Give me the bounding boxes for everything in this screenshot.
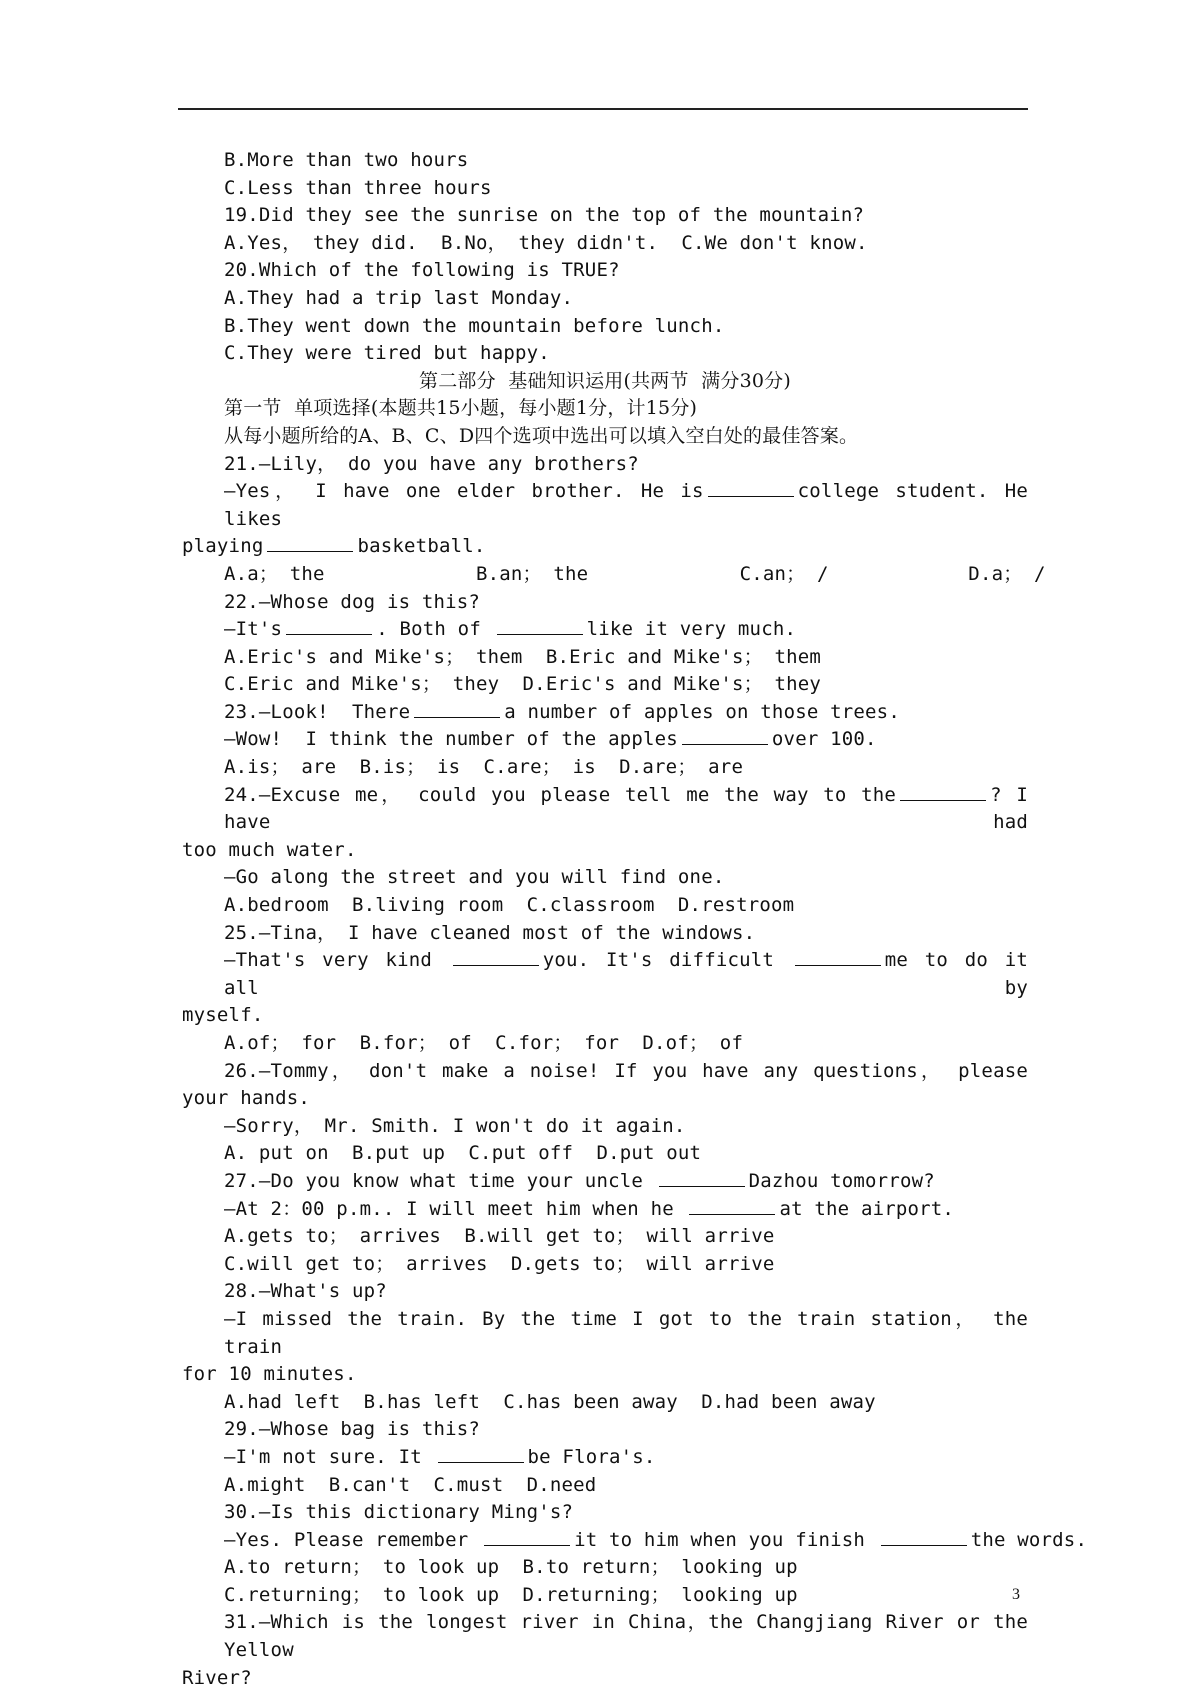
question-line: —Sorry， Mr. Smith. I won't do it again.: [224, 1114, 686, 1137]
options-22: C.Eric and Mike's； they D.Eric's and Mike's； they: [224, 673, 822, 696]
question-line: too much water.: [182, 838, 357, 861]
option-line: C.They were tired but happy.: [224, 342, 550, 365]
answer-blank: [900, 799, 986, 801]
question-22: 22.—Whose dog is this?: [224, 590, 481, 613]
question-23: 23.—Look! There a number of apples on those trees.: [224, 700, 900, 723]
question-30: 30.—Is this dictionary Ming's?: [224, 1501, 574, 1524]
question-line: playing basketball.: [182, 535, 486, 558]
question-24: 24.—Excuse me， could you please tell me the way to the ? I have had: [224, 783, 1028, 834]
document-body: [182, 147, 1088, 1692]
question-line: —I missed the train. By the time I got to the train station， the train: [224, 1307, 1028, 1358]
answer-blank: [881, 1544, 967, 1546]
question-line: —At 2：00 p.m.. I will meet him when he at the airport.: [224, 1197, 955, 1220]
question-line: —I'm not sure. It be Flora's.: [224, 1445, 656, 1468]
question-20: 20.Which of the following is TRUE?: [224, 259, 620, 282]
options-25: A.of； for B.for； of C.for； for D.of； of: [224, 1032, 744, 1054]
options-23: A.is； are B.is； is C.are； is D.are； are: [224, 756, 744, 779]
options-21: A.a； the B.an； the C.an； / D.a； /: [224, 562, 1046, 585]
answer-blank: [453, 964, 539, 966]
subsection-heading: 第一节 单项选择(本题共15小题，每小题1分，计15分): [224, 397, 698, 420]
answer-blank: [286, 633, 372, 635]
question-line: myself.: [182, 1004, 264, 1027]
options-27: C.will get to； arrives D.gets to； will arrive: [224, 1252, 775, 1275]
question-31: 31.—Which is the longest river in China，the Changjiang River or the Yellow: [224, 1611, 1028, 1662]
question-line: your hands.: [182, 1087, 311, 1110]
options-28: A.had left B.has left C.has been away D.had been away: [224, 1390, 876, 1413]
options-30: C.returning； to look up D.returning； looking up: [224, 1583, 798, 1606]
options-27: A.gets to； arrives B.will get to； will arrive: [224, 1225, 775, 1248]
option-line: A.They had a trip last Monday.: [224, 286, 574, 309]
question-line: —Yes. Please remember it to him when you finish the words.: [224, 1528, 1088, 1551]
answer-blank: [438, 1461, 524, 1463]
question-21: 21.—Lily， do you have any brothers?: [224, 452, 639, 475]
option-line: B.They went down the mountain before lunch.: [224, 314, 725, 337]
answer-blank: [497, 633, 583, 635]
options-22: A.Eric's and Mike's； them B.Eric and Mike's； them: [224, 645, 822, 668]
options-26: A. put on B.put up C.put off D.put out: [224, 1142, 702, 1165]
options-24: A.bedroom B.living room C.classroom D.restroom: [224, 894, 795, 917]
question-line: River?: [182, 1666, 252, 1689]
question-line: —That's very kind you. It's difficult me to do it all by: [224, 949, 1029, 999]
question-27: 27.—Do you know what time your uncle Dazhou tomorrow?: [224, 1169, 935, 1192]
question-29: 29.—Whose bag is this?: [224, 1418, 481, 1441]
question-28: 28.—What's up?: [224, 1280, 387, 1303]
option-line: B.More than two hours: [224, 149, 469, 171]
question-line: —Yes， I have one elder brother. He is college student. He likes: [224, 480, 1029, 530]
answer-blank: [414, 716, 500, 718]
answer-blank: [484, 1544, 570, 1546]
header-rule: [178, 108, 1028, 110]
options-19: A.Yes， they did. B.No， they didn't. C.We don't know.: [224, 231, 868, 254]
question-line: for 10 minutes.: [182, 1363, 357, 1386]
instructions: 从每小题所给的A、B、C、D四个选项中选出可以填入空白处的最佳答案。: [224, 424, 859, 447]
answer-blank: [689, 1213, 775, 1215]
answer-blank: [795, 964, 881, 966]
section-heading: 第二部分 基础知识运用(共两节 满分30分): [419, 369, 791, 392]
question-line: —Go along the street and you will find one.: [224, 866, 725, 889]
page-number: 3: [1012, 1586, 1020, 1603]
options-29: A.might B.can't C.must D.need: [224, 1473, 597, 1496]
question-19: 19.Did they see the sunrise on the top of the mountain?: [224, 204, 865, 227]
answer-blank: [682, 743, 768, 745]
answer-blank: [267, 550, 353, 552]
options-30: A.to return； to look up B.to return； looking up: [224, 1556, 798, 1579]
question-line: —Wow! I think the number of the apples over 100.: [224, 728, 877, 751]
question-25: 25.—Tina， I have cleaned most of the windows.: [224, 921, 756, 944]
question-line: —It's . Both of like it very much.: [224, 618, 797, 641]
answer-blank: [659, 1185, 745, 1187]
question-26: 26.—Tommy， don't make a noise! If you have any questions， please: [224, 1059, 1028, 1082]
option-line: C.Less than three hours: [224, 176, 492, 199]
answer-blank: [708, 495, 794, 497]
